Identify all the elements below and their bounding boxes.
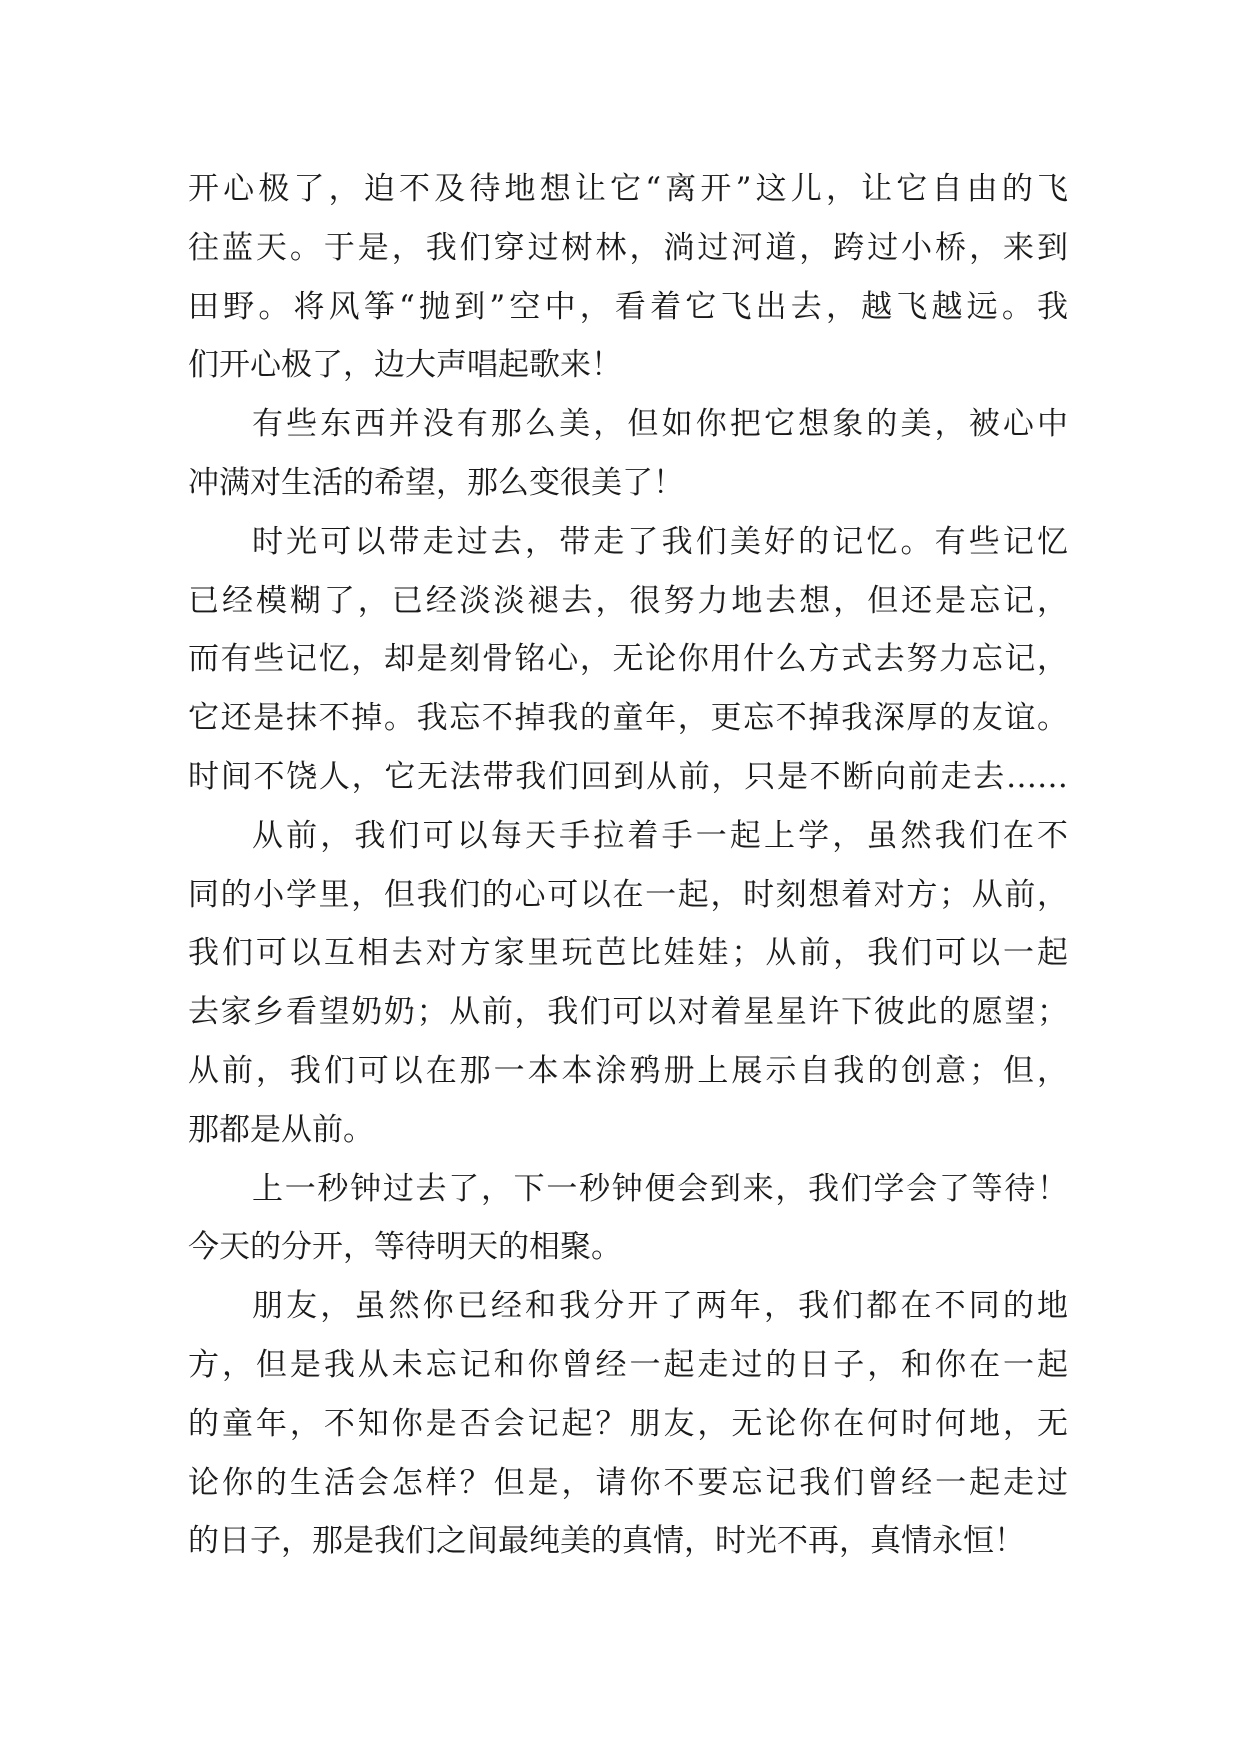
article-body [188,160,1068,1571]
text-line: 开心极了，迫不及待地想让它“离开”这儿，让它自由的飞 [188,171,1068,207]
text-line: 们开心极了，边大声唱起歌来！ [188,347,622,384]
text-line: 时间不饶人，它无法带我们回到从前，只是不断向前走去…… [188,758,1068,795]
text-line: 今天的分开，等待明天的相聚。 [188,1229,622,1266]
text-line: 而有些记忆，却是刻骨铭心，无论你用什么方式去努力忘记， [188,641,1068,678]
paragraph [188,395,1068,513]
text-line: 的日子，那是我们之间最纯美的真情，时光不再，真情永恒！ [188,1523,1025,1560]
text-line: 已经模糊了，已经淡淡褪去，很努力地去想，但还是忘记， [188,582,1068,619]
text-line: 上一秒钟过去了，下一秒钟便会到来，我们学会了等待！ [252,1170,1068,1207]
text-line: 田野。将风筝“抛到”空中，看着它飞出去，越飞越远。我 [188,288,1068,325]
text-line: 同的小学里，但我们的心可以在一起，时刻想着对方；从前， [188,876,1068,913]
text-line: 朋友，虽然你已经和我分开了两年，我们都在不同的地 [252,1288,1068,1325]
text-line: 从前，我们可以在那一本本涂鸦册上展示自我的创意；但， [188,1052,1068,1089]
text-line: 它还是抹不掉。我忘不掉我的童年，更忘不掉我深厚的友谊。 [188,700,1068,737]
paragraph [188,160,1068,395]
text-line: 论你的生活会怎样？但是，请你不要忘记我们曾经一起走过 [188,1464,1068,1501]
text-line: 那都是从前。 [188,1111,374,1148]
text-line: 我们可以互相去对方家里玩芭比娃娃；从前，我们可以一起 [188,935,1068,972]
paragraph [188,807,1068,1160]
text-line: 从前，我们可以每天手拉着手一起上学，虽然我们在不 [252,817,1068,854]
paragraph [188,1277,1068,1571]
paragraph [188,1160,1068,1278]
text-line: 往蓝天。于是，我们穿过树林，淌过河道，跨过小桥，来到 [188,229,1068,266]
text-line: 冲满对生活的希望，那么变很美了！ [188,464,684,501]
text-line: 有些东西并没有那么美，但如你把它想象的美，被心中 [252,406,1068,443]
text-line: 时光可以带走过去，带走了我们美好的记忆。有些记忆 [252,523,1068,560]
text-line: 方，但是我从未忘记和你曾经一起走过的日子，和你在一起 [188,1346,1068,1383]
text-line: 去家乡看望奶奶；从前，我们可以对着星星许下彼此的愿望； [188,994,1068,1031]
text-line: 的童年，不知你是否会记起？朋友，无论你在何时何地，无 [188,1405,1068,1442]
paragraph [188,513,1068,807]
